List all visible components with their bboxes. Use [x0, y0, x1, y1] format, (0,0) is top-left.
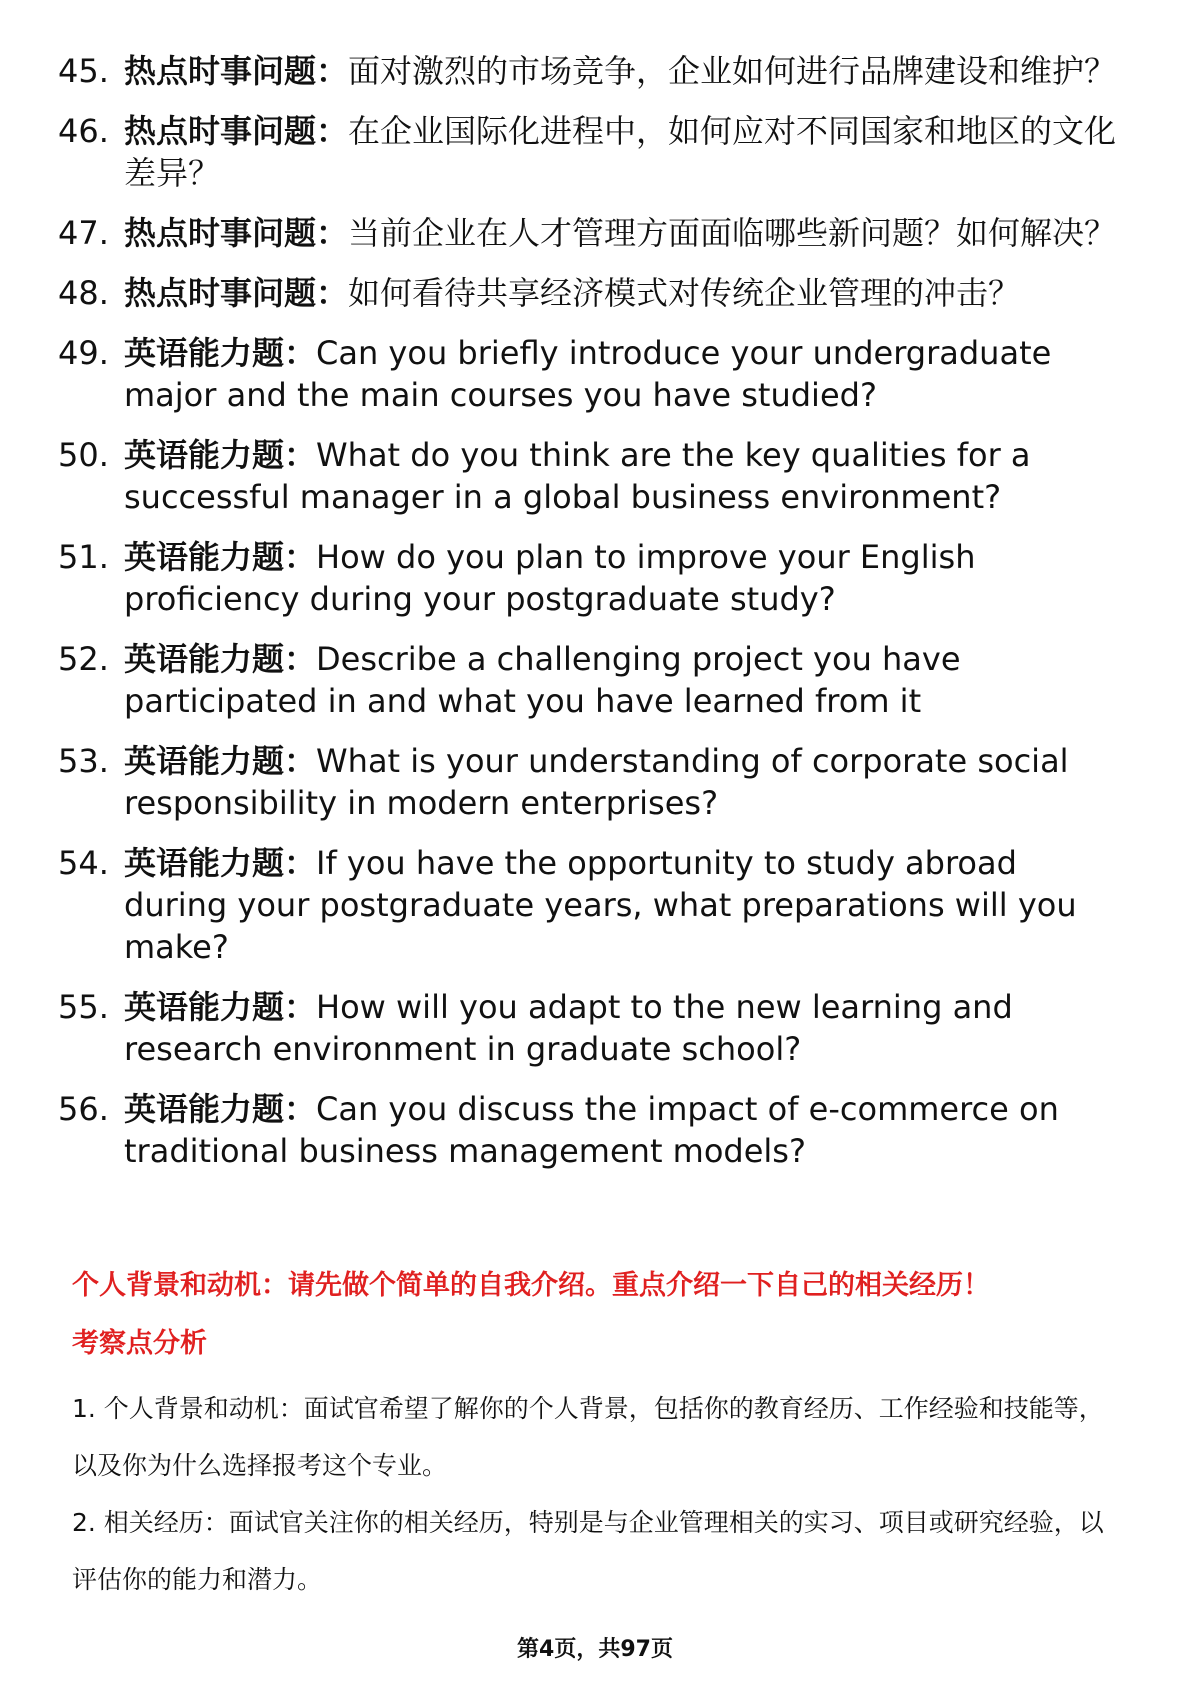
list-item [58, 842, 1118, 968]
question-body [124, 272, 1118, 314]
section-heading: 个人背景和动机：请先做个简单的自我介绍。重点介绍一下自己的相关经历！ [72, 1270, 990, 1301]
list-item [58, 212, 1118, 254]
question-category: 热点时事问题： [124, 274, 349, 312]
list-item [58, 740, 1118, 824]
question-body [124, 212, 1118, 254]
question-category: 英语能力题： [124, 988, 317, 1026]
page-footer: 第4页，共97页 [517, 1637, 673, 1662]
question-number: 54. [58, 844, 109, 882]
question-body [124, 434, 1118, 518]
question-category: 英语能力题： [124, 742, 317, 780]
analysis-point: 2. 相关经历：面试官关注你的相关经历，特别是与企业管理相关的实习、项目或研究经验，以评估你的能力和潜力。 [72, 1508, 1104, 1594]
question-number: 50. [58, 436, 109, 474]
question-category: 英语能力题： [124, 640, 317, 678]
analysis-list [72, 1380, 1122, 1608]
list-item [58, 536, 1118, 620]
question-text: 在企业国际化进程中，如何应对不同国家和地区的文化差异？ [124, 112, 1117, 192]
question-number: 49. [58, 334, 109, 372]
list-item [58, 332, 1118, 416]
question-number: 51. [58, 538, 109, 576]
list-item [58, 638, 1118, 722]
question-text: Can you discuss the impact of e-commerce on traditional business management models? [124, 1090, 1059, 1170]
question-number: 45. [58, 52, 109, 90]
question-list [58, 50, 1118, 1190]
question-text: How will you adapt to the new learning and research environment in graduate school? [124, 988, 1013, 1068]
question-category: 英语能力题： [124, 844, 317, 882]
question-category: 英语能力题： [124, 538, 317, 576]
question-number: 56. [58, 1090, 109, 1128]
question-body [124, 638, 1118, 722]
question-text: 当前企业在人才管理方面面临哪些新问题？如何解决？ [348, 214, 1117, 252]
question-category: 热点时事问题： [124, 214, 349, 252]
list-item [58, 434, 1118, 518]
list-item [58, 110, 1118, 194]
question-number: 48. [58, 274, 109, 312]
question-text: If you have the opportunity to study abroad during your postgraduate years, what preparations will you make? [124, 844, 1077, 966]
question-body [124, 740, 1118, 824]
question-text: What is your understanding of corporate social responsibility in modern enterprises? [124, 742, 1069, 822]
question-text: How do you plan to improve your English proficiency during your postgraduate study? [124, 538, 976, 618]
question-body [124, 536, 1118, 620]
question-number: 52. [58, 640, 109, 678]
analysis-point: 1. 个人背景和动机：面试官希望了解你的个人背景，包括你的教育经历、工作经验和技能等，以及你为什么选择报考这个专业。 [72, 1394, 1104, 1480]
question-category: 英语能力题： [124, 1090, 317, 1128]
question-text: 如何看待共享经济模式对传统企业管理的冲击？ [348, 274, 1021, 312]
question-category: 热点时事问题： [124, 112, 349, 150]
question-text: What do you think are the key qualities for a successful manager in a global business environment? [124, 436, 1031, 516]
list-item [58, 50, 1118, 92]
question-number: 53. [58, 742, 109, 780]
question-body [124, 842, 1118, 968]
question-number: 47. [58, 214, 109, 252]
list-item [58, 986, 1118, 1070]
section-subheading: 考察点分析 [72, 1328, 207, 1359]
question-category: 英语能力题： [124, 334, 317, 372]
question-body [124, 110, 1118, 194]
question-number: 46. [58, 112, 109, 150]
question-body [124, 50, 1118, 92]
question-body [124, 986, 1118, 1070]
question-body [124, 332, 1118, 416]
question-number: 55. [58, 988, 109, 1026]
list-item [58, 272, 1118, 314]
question-text: Describe a challenging project you have participated in and what you have learned from it [124, 640, 961, 720]
question-text: Can you briefly introduce your undergraduate major and the main courses you have studied? [124, 334, 1052, 414]
question-body [124, 1088, 1118, 1172]
question-text: 面对激烈的市场竞争，企业如何进行品牌建设和维护？ [348, 52, 1117, 90]
question-category: 英语能力题： [124, 436, 317, 474]
question-category: 热点时事问题： [124, 52, 349, 90]
list-item [58, 1088, 1118, 1172]
